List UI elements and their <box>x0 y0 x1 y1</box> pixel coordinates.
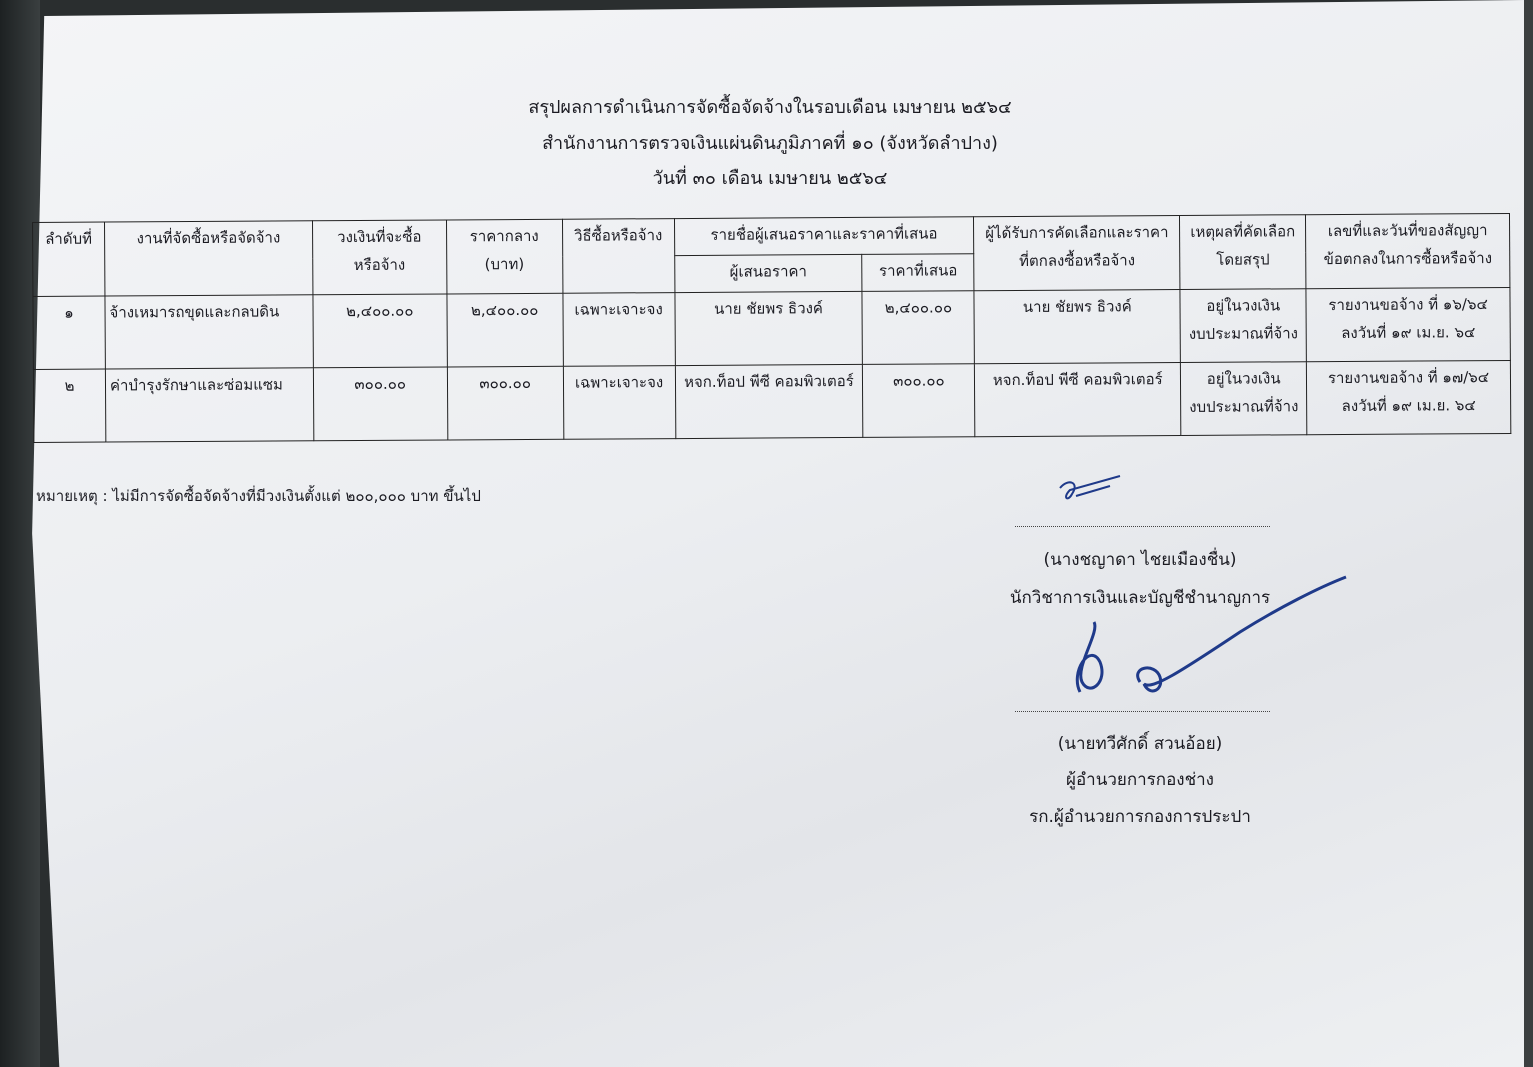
header-median-line2: (บาท) <box>484 254 525 274</box>
table-row <box>33 360 1510 442</box>
cell-median: ๒,๔๐๐.๐๐ <box>447 293 563 367</box>
procurement-table <box>32 213 1511 443</box>
cell-contract-line1: รายงานขอจ้าง ที่ ๑๖/๖๔ <box>1328 295 1488 315</box>
header-budget <box>312 220 446 295</box>
header-no: ลำดับที่ <box>33 222 105 296</box>
cell-reason <box>1180 289 1306 363</box>
cell-budget: ๒,๔๐๐.๐๐ <box>313 294 447 368</box>
header-budget-line1: วงเงินที่จะซื้อ <box>337 227 422 247</box>
cell-contract-line1: รายงานขอจ้าง ที่ ๑๗/๖๔ <box>1327 368 1490 388</box>
cell-winner: นาย ชัยพร ธิวงค์ <box>974 289 1180 363</box>
header-median <box>446 219 562 294</box>
cell-reason-line2: งบประมาณที่จ้าง <box>1189 397 1299 416</box>
table-row <box>33 287 1510 369</box>
header-reason <box>1180 215 1306 290</box>
cell-reason-line2: งบประมาณที่จ้าง <box>1188 324 1298 343</box>
header-bid-price: ราคาที่เสนอ <box>862 254 974 292</box>
signer-1-name: (นางชญาดา ไชยเมืองชื่น) <box>1043 550 1237 570</box>
signature-line-1 <box>1015 526 1270 527</box>
signature-stroke <box>1060 476 1120 498</box>
cell-reason <box>1181 362 1307 436</box>
cell-bid-price: ๓๐๐.๐๐ <box>863 364 975 438</box>
cell-method: เฉพาะเจาะจง <box>563 366 675 440</box>
header-reason-line2: โดยสรุป <box>1216 250 1270 269</box>
header-bidder-name: ผู้เสนอราคา <box>674 254 862 292</box>
header-bidders: รายชื่อผู้เสนอราคาและราคาที่เสนอ <box>674 217 974 256</box>
cell-contract-line2: ลงวันที่ ๑๙ เม.ย. ๖๔ <box>1341 323 1476 343</box>
signer-2-acting-position: รก.ผู้อำนวยการกองการประปา <box>1029 807 1251 827</box>
header-contract-line2: ข้อตกลงในการซื้อหรือจ้าง <box>1323 249 1493 269</box>
handwritten-signature-1 <box>1050 468 1140 518</box>
cell-budget: ๓๐๐.๐๐ <box>313 367 447 441</box>
cell-work: จ้างเหมารถขุดและกลบดิน <box>105 295 313 369</box>
header-winner <box>974 215 1180 290</box>
report-date: วันที่ ๓๐ เดือน เมษายน ๒๕๖๔ <box>652 168 888 189</box>
header-work: งานที่จัดซื้อหรือจัดจ้าง <box>104 221 312 296</box>
cell-bid-price: ๒,๔๐๐.๐๐ <box>862 291 974 365</box>
handwritten-signature-2 <box>1060 572 1360 712</box>
cell-winner: หจก.ท็อป พีซี คอมพิวเตอร์ <box>975 362 1181 436</box>
header-contract <box>1306 213 1510 288</box>
cell-contract <box>1307 360 1511 434</box>
cell-bidder: หจก.ท็อป พีซี คอมพิวเตอร์ <box>675 364 863 438</box>
report-title: สรุปผลการดำเนินการจัดซื้อจัดจ้างในรอบเดือน เมษายน ๒๕๖๔ <box>528 97 1012 118</box>
footnote: หมายเหตุ : ไม่มีการจัดซื้อจัดจ้างที่มีวงเงินตั้งแต่ ๒๐๐,๐๐๐ บาท ขึ้นไป <box>36 487 481 505</box>
office-name: สำนักงานการตรวจเงินแผ่นดินภูมิภาคที่ ๑๐ (จังหวัดลำปาง) <box>542 133 998 154</box>
header-winner-line1: ผู้ได้รับการคัดเลือกและราคา <box>985 223 1169 243</box>
header-winner-line2: ที่ตกลงซื้อหรือจ้าง <box>1019 251 1136 270</box>
header-reason-line1: เหตุผลที่คัดเลือก <box>1190 222 1296 241</box>
cell-reason-line1: อยู่ในวงเงิน <box>1206 369 1281 388</box>
cell-method: เฉพาะเจาะจง <box>563 293 675 367</box>
header-contract-line1: เลขที่และวันที่ของสัญญา <box>1327 221 1488 241</box>
signer-2-name: (นายทวีศักดิ์ สวนอ้อย) <box>1057 734 1223 754</box>
header-budget-line2: หรือจ้าง <box>353 255 406 275</box>
signer-1-position: นักวิชาการเงินและบัญชีชำนาญการ <box>1009 588 1271 608</box>
cell-median: ๓๐๐.๐๐ <box>447 366 563 440</box>
header-method: วิธีซื้อหรือจ้าง <box>562 219 674 294</box>
cell-contract <box>1306 287 1510 361</box>
cell-no: ๑ <box>33 296 105 369</box>
cell-work: ค่าบำรุงรักษาและซ่อมแซม <box>105 368 313 442</box>
signature-stroke <box>1077 577 1346 692</box>
cell-contract-line2: ลงวันที่ ๑๙ เม.ย. ๖๔ <box>1341 396 1476 416</box>
cell-no: ๒ <box>33 369 105 442</box>
cell-bidder: นาย ชัยพร ธิวงค์ <box>674 291 862 365</box>
signer-2-position: ผู้อำนวยการกองช่าง <box>1065 770 1214 790</box>
cell-reason-line1: อยู่ในวงเงิน <box>1206 296 1281 315</box>
table-header-row <box>33 213 1510 259</box>
signature-line-2 <box>1015 711 1270 712</box>
header-median-line1: ราคากลาง <box>469 226 539 246</box>
